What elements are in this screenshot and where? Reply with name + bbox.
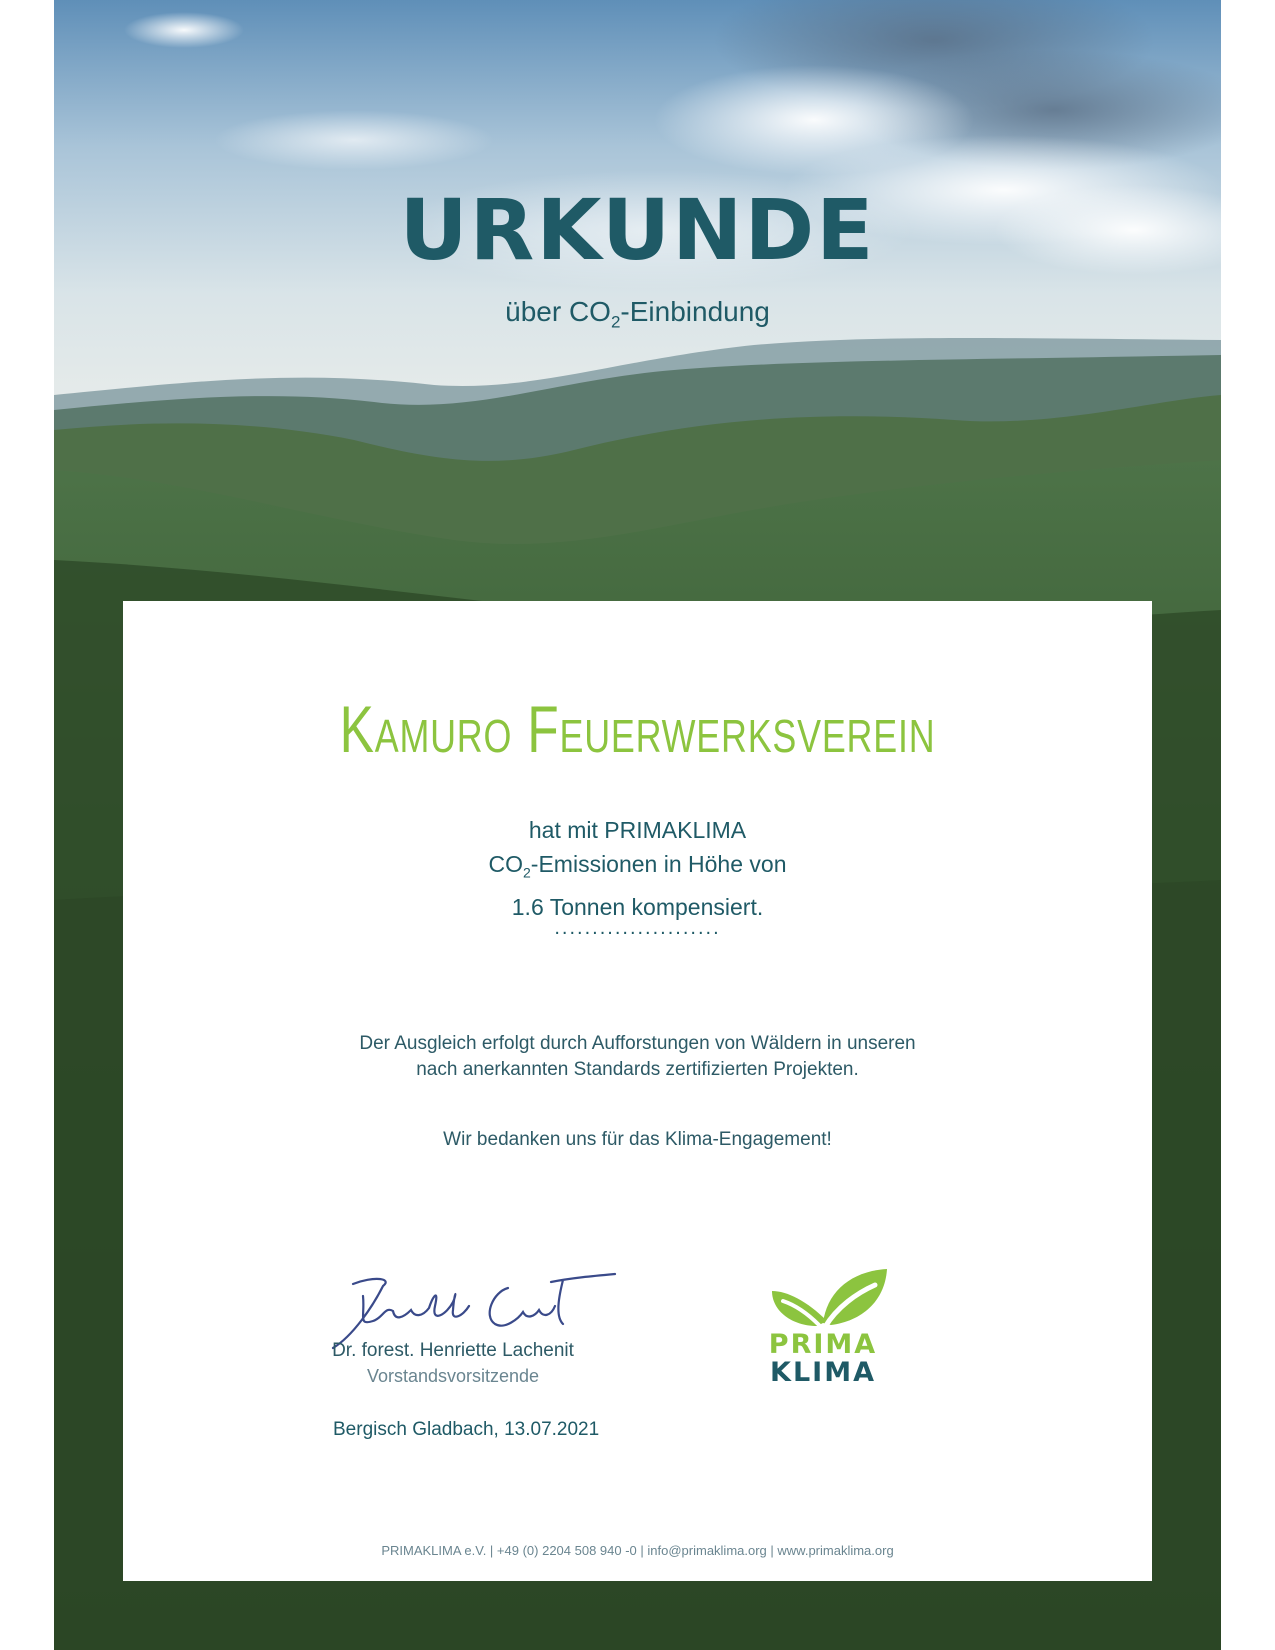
thanks-text: Wir bedanken uns für das Klima-Engagement! [443,1129,832,1150]
explanation-text [123,1031,1152,1083]
signatory-role: Vorstandsvorsitzende [366,1366,540,1386]
certificate-subtitle [54,296,1221,333]
dotted-divider: ...................... [554,917,721,939]
contact-footer: PRIMAKLIMA e.V. | +49 (0) 2204 508 940 -0 | info@primaklima.org | www.primaklima.org [381,1543,894,1558]
certificate-title: URKUNDE [399,181,876,279]
certificate-page [54,0,1221,1650]
statement-line-2 [123,847,1152,890]
logo-word-klima: KLIMA [770,1357,876,1388]
statement-co-subscript: 2 [523,864,531,881]
subtitle-prefix: über CO [505,296,611,327]
statement-line-2-suffix: -Emissionen in Höhe von [530,851,787,877]
statement-line-3: 1.6 Tonnen kompensiert. [511,893,764,920]
compensation-statement [123,813,1152,924]
explanation-line-2: nach anerkannten Standards zertifizierten Projekten. [416,1059,859,1080]
statement-line-1: hat mit PRIMAKLIMA [528,817,747,843]
subtitle-subscript: 2 [610,312,621,332]
place-and-date: Bergisch Gladbach, 13.07.2021 [333,1419,600,1440]
recipient-name: Kamuro Feuerwerksverein [339,692,936,766]
explanation-line-1: Der Ausgleich erfolgt durch Aufforstungen von Wäldern in unseren [359,1033,916,1054]
statement-co-prefix: CO [488,851,523,877]
signatory-name: Dr. forest. Henriette Lachenit [332,1340,574,1361]
certificate-card [123,601,1152,1581]
subtitle-suffix: -Einbindung [620,296,770,327]
logo-word-prima: PRIMA [768,1329,878,1360]
